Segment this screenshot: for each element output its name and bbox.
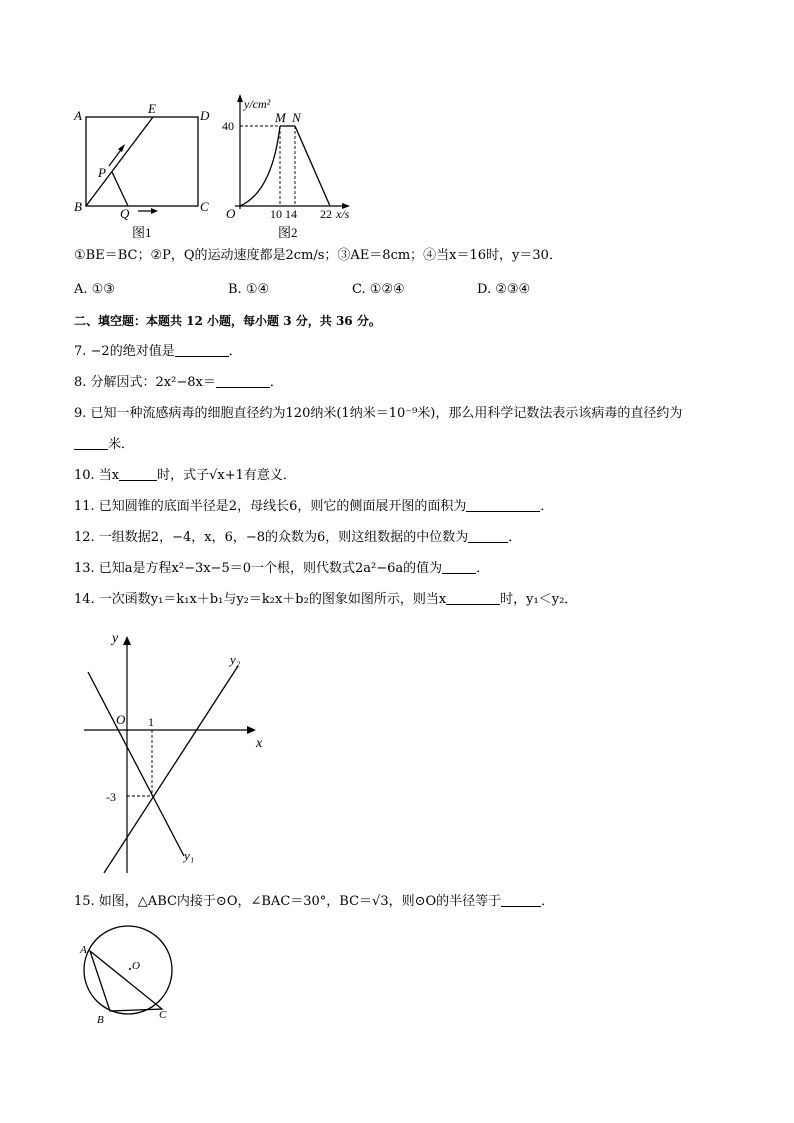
question-8	[74, 375, 283, 391]
question-11	[74, 499, 553, 515]
q14-blank[interactable]	[446, 592, 500, 605]
statements-line: ①BE＝BC；②P，Q的运动速度都是2cm/s；③AE＝8cm；④当x＝16时，y＝30．	[74, 248, 562, 263]
q14-line-y1: y₁	[184, 848, 195, 863]
q8-blank[interactable]	[216, 375, 270, 388]
q13-text: 13. 已知a是方程x²−3x−5＝0一个根，则代数式2a²−6a的值为	[74, 561, 443, 576]
q15-text: 15. 如图，△ABC内接于⊙O，∠BAC＝30°，BC＝√3，则⊙O的半径等于	[74, 894, 502, 909]
question-12	[74, 530, 521, 546]
section-title: 二、填空题：本题共 12 小题，每小题 3 分，共 36 分。	[74, 314, 381, 328]
q8-end: ．	[269, 375, 283, 390]
question-7	[74, 344, 242, 360]
figure-2	[220, 92, 370, 242]
q12-text: 12. 一组数据2，−4，x，6，−8的众数为6，则这组数据的中位数为	[74, 530, 469, 545]
q14-end: 时，y₁＜y₂．	[500, 592, 578, 607]
fig2-origin: O	[226, 206, 236, 221]
option-a[interactable]: A. ①③	[74, 282, 115, 297]
option-d[interactable]: D. ②③④	[477, 282, 531, 297]
q15-label-B: B	[97, 1014, 104, 1025]
q13-end: ．	[476, 561, 490, 576]
label-A: A	[74, 108, 82, 123]
label-E: E	[148, 101, 156, 116]
question-15	[74, 894, 554, 910]
q14-x-axis-label: x	[256, 736, 263, 751]
label-C: C	[200, 199, 209, 214]
q15-label-O: O	[132, 960, 140, 972]
q12-end: ．	[508, 530, 522, 545]
label-D: D	[200, 108, 210, 123]
question-9-cont	[74, 437, 134, 453]
q12-blank[interactable]	[468, 530, 508, 543]
option-c[interactable]: C. ①②④	[352, 282, 405, 297]
question-13	[74, 561, 489, 577]
option-b[interactable]: B. ①④	[228, 282, 270, 297]
fig2-x-tick-22: 22	[320, 207, 332, 221]
q14-x-mark: 1	[148, 715, 154, 729]
q15-label-C: C	[159, 1009, 167, 1021]
q9-end: 米．	[108, 437, 135, 452]
q14-line-y2: y₂	[230, 652, 241, 667]
fig2-x-label: x/s	[336, 207, 350, 221]
q15-blank[interactable]	[501, 894, 541, 907]
label-B: B	[74, 199, 82, 214]
q10-blank[interactable]	[119, 468, 157, 481]
q10-text: 10. 当x	[74, 468, 120, 483]
q7-text: 7. −2的绝对值是	[74, 344, 175, 359]
q13-blank[interactable]	[442, 561, 476, 574]
q7-blank[interactable]	[175, 344, 229, 357]
q7-end: ．	[228, 344, 242, 359]
q11-end: ．	[540, 499, 554, 514]
question-10	[74, 468, 296, 484]
q14-origin: O	[116, 712, 126, 727]
fig2-label-M: M	[275, 110, 286, 125]
q14-graph	[80, 628, 280, 878]
fig1-caption: 图1	[132, 225, 152, 240]
q15-end: ．	[541, 894, 555, 909]
q10-end: 时，式子√x+1有意义．	[157, 468, 296, 483]
fig2-y-label: y/cm²	[244, 97, 271, 111]
q8-text: 8. 分解因式：2x²−8x＝	[74, 375, 216, 390]
fig2-x-tick-10: 10	[270, 207, 282, 221]
fig2-y-tick: 40	[222, 119, 234, 133]
question-9: 9. 已知一种流感病毒的细胞直径约为120纳米(1纳米＝10⁻⁹米)，那么用科学记数法表示该病毒的直径约为	[74, 406, 683, 421]
q15-figure	[72, 925, 202, 1025]
fig2-caption: 图2	[278, 225, 298, 240]
figure-1	[70, 100, 220, 245]
q9-blank[interactable]	[74, 437, 108, 450]
q11-blank[interactable]	[466, 499, 540, 512]
q11-text: 11. 已知圆锥的底面半径是2，母线长6，则它的侧面展开图的面积为	[74, 499, 467, 514]
fig2-label-N: N	[292, 110, 301, 125]
fig2-x-tick-14: 14	[285, 207, 297, 221]
q14-y-mark: -3	[106, 790, 116, 804]
label-Q: Q	[120, 206, 130, 221]
q14-text: 14. 一次函数y₁＝k₁x＋b₁与y₂＝k₂x＋b₂的图象如图所示，则当x	[74, 592, 447, 607]
question-14	[74, 592, 577, 608]
q14-y-axis-label: y	[112, 631, 119, 646]
label-P: P	[98, 165, 106, 180]
q15-label-A: A	[80, 944, 87, 956]
